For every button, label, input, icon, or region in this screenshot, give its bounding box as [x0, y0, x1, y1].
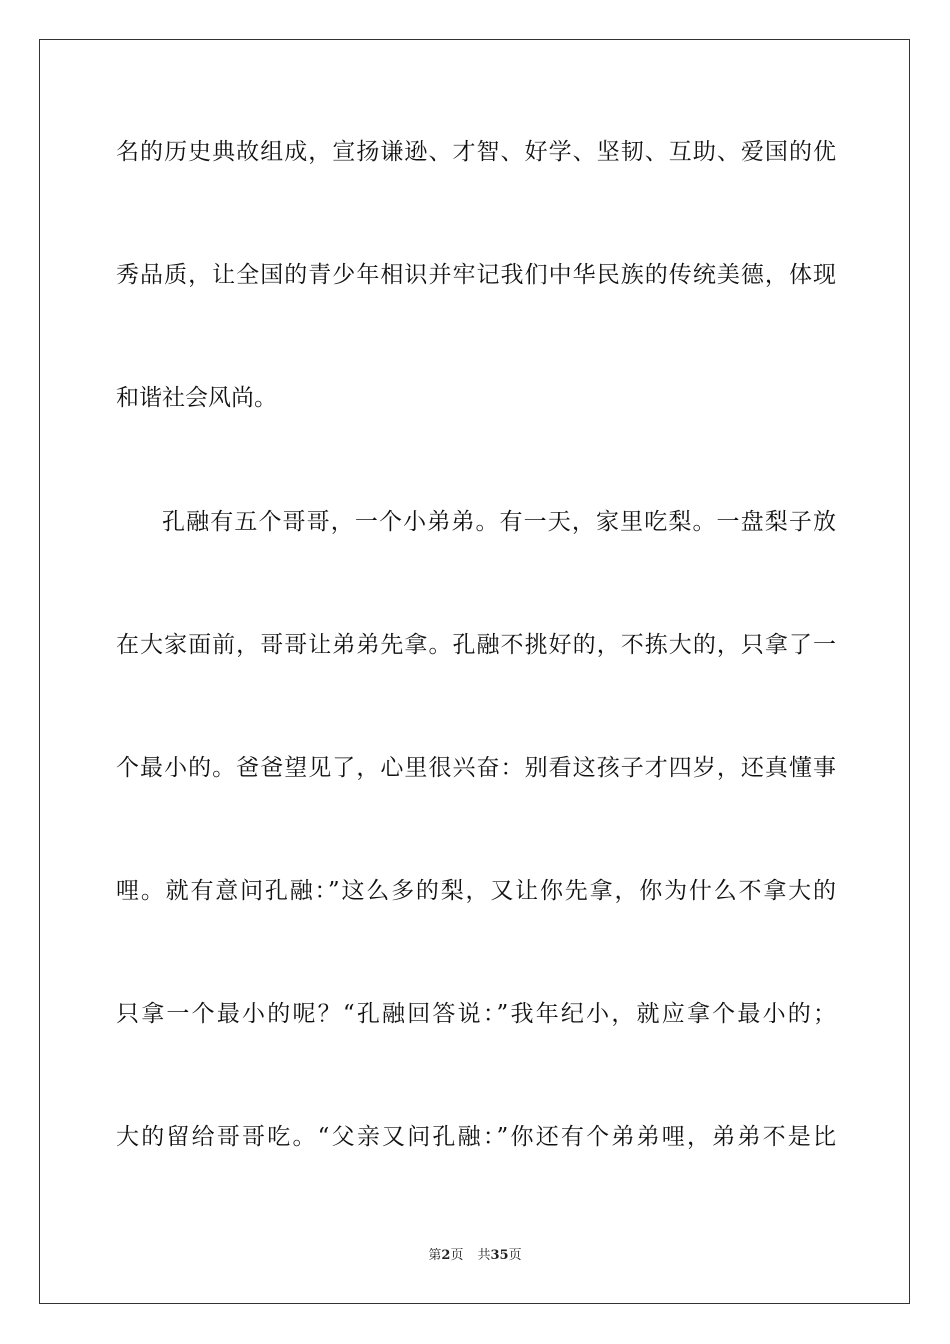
page-prefix: 第 — [428, 1248, 442, 1263]
text-line-5: 在大家面前，哥哥让弟弟先拿。孔融不挑好的，不拣大的，只拿了一 — [116, 632, 836, 658]
text-line-4: 孔融有五个哥哥，一个小弟弟。有一天，家里吃梨。一盘梨子放 — [162, 509, 836, 535]
page-footer — [0, 1248, 950, 1264]
text-line-1: 名的历史典故组成，宣扬谦逊、才智、好学、坚韧、互助、爱国的优 — [116, 139, 836, 165]
text-line-6: 个最小的。爸爸望见了，心里很兴奋：别看这孩子才四岁，还真懂事 — [116, 755, 836, 781]
total-pages: 35 — [490, 1248, 509, 1263]
total-suffix: 页 — [508, 1248, 522, 1263]
text-line-2: 秀品质，让全国的青少年相识并牢记我们中华民族的传统美德，体现 — [116, 262, 836, 288]
text-line-9: 大的留给哥哥吃。“父亲又问孔融：”你还有个弟弟哩，弟弟不是比 — [116, 1124, 836, 1150]
page-number: 2 — [441, 1248, 451, 1263]
text-line-3: 和谐社会风尚。 — [116, 385, 277, 411]
page-suffix: 页 — [450, 1248, 464, 1263]
text-line-7: 哩。就有意问孔融：”这么多的梨，又让你先拿，你为什么不拿大的 — [116, 878, 836, 904]
page-frame — [39, 39, 910, 1304]
total-prefix: 共 — [477, 1248, 491, 1263]
text-line-8: 只拿一个最小的呢？“孔融回答说：”我年纪小，就应拿个最小的； — [116, 1001, 836, 1027]
